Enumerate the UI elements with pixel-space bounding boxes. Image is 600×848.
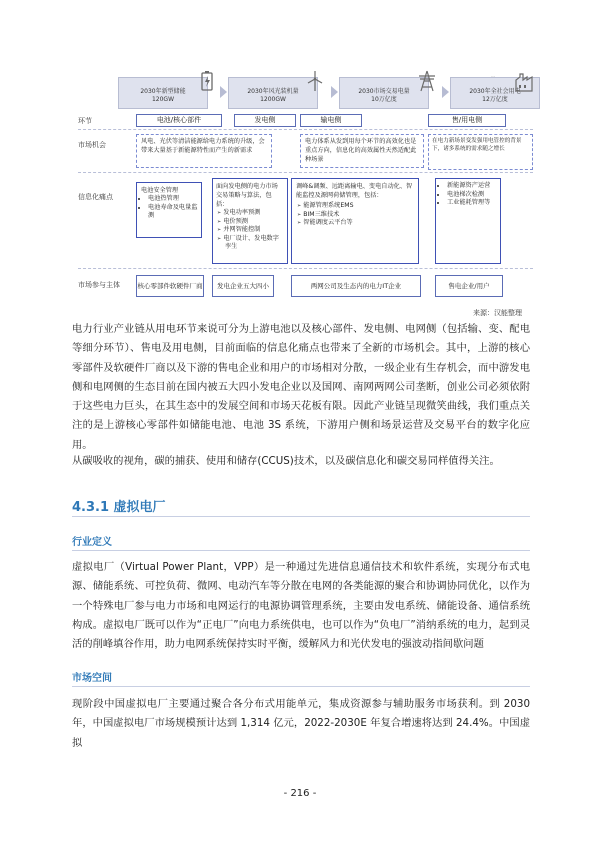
flow-arrow — [331, 86, 338, 98]
section-title: 4.3.1 虚拟电厂 — [72, 500, 166, 515]
stage-box-load: 2030年全社会用电 12万亿度 — [450, 77, 540, 109]
opportunity-upstream: 风电、光伏等清洁能源给电力系统的升级，会带来大量基于新能源特性而产生的新需求 — [136, 134, 272, 168]
participant-generation: 发电企业五大四小 — [212, 275, 274, 297]
subheading-divider — [72, 686, 530, 687]
figure-source: 来源：汉能整理 — [473, 309, 522, 317]
row-separator — [78, 172, 533, 173]
participant-grid: 两网公司及生态内的电力IT企业 — [291, 275, 421, 297]
subheading-divider — [72, 550, 530, 551]
row-separator — [78, 268, 533, 269]
header-sales-usage: 售/用电侧 — [428, 114, 506, 127]
industry-chain-figure — [78, 60, 533, 303]
row-label-participants: 市场参与主体 — [78, 281, 120, 289]
row-label-opportunity: 市场机会 — [78, 141, 106, 149]
pain-transmission-box: 调峰&调频、远距离输电、变电自动化、智能监控及源网荷储管理，包括： ➢ 能源管理系统EMS ➢ BIM三维技术 ➢ 智能调度云平台等 — [291, 178, 419, 264]
stage-box-storage: 2030年新型储能 120GW — [118, 77, 208, 109]
pain-generation-box: 面向发电侧的电力市场交易策略与算法，包括： ➢ 发电功率预测 ➢ 电价预测 ➢ 并网智能控制 ➢ 电厂设计、发电数字孪生 — [212, 178, 288, 264]
row-label-pain: 信息化痛点 — [78, 193, 113, 201]
row-label-link: 环节 — [78, 117, 92, 125]
factory-icon — [515, 70, 533, 92]
paragraph-market: 现阶段中国虚拟电厂主要通过聚合各分布式用能单元，集成资源参与辅助服务市场获利。到 2030 年，中国虚拟电厂市场规模预计达到 1,314 亿元，2022-2030E 年复合增速将达到 24.4%。中国虚拟 — [72, 698, 530, 749]
page-number: - 216 - — [283, 788, 317, 799]
pain-battery-box: 电池安全管理 • 电池热管理 • 电池寿命及电量监测 — [136, 182, 202, 238]
stage-box-source: 2030年风光装机量 1200GW — [228, 77, 318, 109]
pain-sales-box: • 新能源资产运营 • 电池梯次检测 • 工业能耗管理等 — [435, 178, 501, 264]
opportunity-midstream: 电力体系从发到用每个环节的高效化也是重点方向，信息化的高效属性天然适配此种场景 — [300, 134, 424, 168]
wind-turbine-icon — [304, 70, 326, 92]
paragraph-ccus: 从碳吸收的视角，碳的捕获、使用和储存(CCUS)技术，以及碳信息化和碳交易同样值得关注。 — [72, 455, 500, 467]
flow-arrow — [220, 86, 227, 98]
opportunity-downstream: 在电力新场景变发强用电管控的背景下，诸多系统的需求随之增长 — [428, 134, 533, 170]
battery-icon — [196, 70, 218, 92]
power-tower-icon — [416, 70, 438, 92]
row-separator — [78, 129, 533, 130]
flow-arrow — [442, 86, 449, 98]
header-battery-core: 电池/核心部件 — [136, 114, 222, 127]
participant-core-vendors: 核心零部件软硬件厂商 — [136, 275, 204, 297]
subheading-definition: 行业定义 — [72, 537, 112, 548]
subheading-market: 市场空间 — [72, 673, 112, 684]
paragraph-industry-chain: 电力行业产业链从用电环节来说可分为上游电池以及核心部件、发电侧、电网侧（包括输、变、配电等细分环节）、售电及用电侧，目前面临的信息化痛点也带来了全新的市场机会。其中，上游的核心零部件及软硬件厂商以及下游的售电企业和用户的市场相对分散，一级企业有生存机会，而中游发电侧和电网侧的生态目前在国内被五大四小发电企业以及国网、南网两网公司垄断，创业公司必须依附于这些电力巨头，在其生态中的发展空间和市场天花板有限。因此产业链呈现微笑曲线，我们重点关注的是上游核心零部件如储能电池、电池 3S 系统，下游用户侧和场景运营及交易平台的数字化应用。 — [72, 323, 530, 451]
paragraph-definition: 虚拟电厂（Virtual Power Plant，VPP）是一种通过先进信息通信技术和软件系统，实现分布式电源、储能系统、可控负荷、微网、电动汽车等分散在电网的各类能源的聚合和协调协同优化，以作为一个特殊电厂参与电力市场和电网运行的电源协调管理系统，主要由发电系统、储能设备、通信系统构成。虚拟电厂既可以作为“正电厂”向电力系统供电，也可以作为“负电厂”消纳系统的电力，起到灵活的削峰填谷作用，助力电网系统保持实时平衡，缓解风力和光伏发电的强波动指间歇问题 — [72, 561, 530, 651]
section-divider — [72, 516, 530, 517]
participant-sales: 售电企业/用户 — [435, 275, 503, 297]
stage-box-grid: 2030市场交易电量 10万亿度 — [339, 77, 429, 109]
header-generation: 发电侧 — [234, 114, 296, 127]
header-transmission: 输电侧 — [300, 114, 362, 127]
